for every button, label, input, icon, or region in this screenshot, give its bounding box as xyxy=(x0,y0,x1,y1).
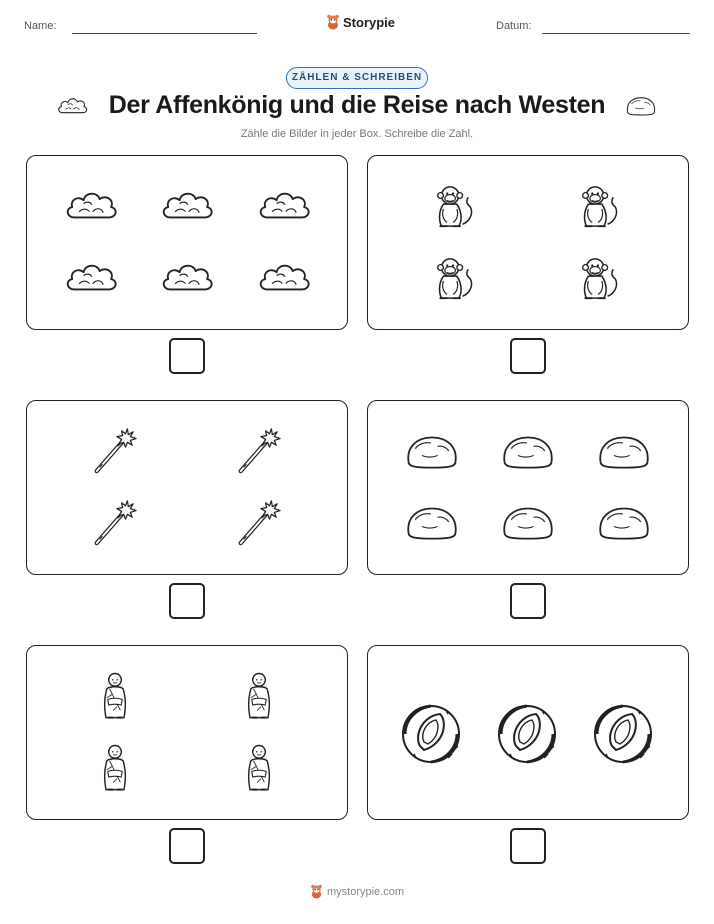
answer-box-peaches[interactable] xyxy=(510,828,546,864)
activity-badge: ZÄHLEN & SCHREIBEN xyxy=(286,67,428,89)
monkey-icon xyxy=(575,182,621,232)
red-panda-mascot-icon xyxy=(310,884,323,899)
answer-box-monks[interactable] xyxy=(169,828,205,864)
red-panda-mascot-icon xyxy=(326,14,340,30)
date-field[interactable] xyxy=(542,33,690,34)
rock-icon xyxy=(404,433,460,471)
brand-name: Storypie xyxy=(343,14,396,30)
counting-box-monkeys xyxy=(367,155,689,330)
brand-logo xyxy=(326,14,395,30)
counting-box-staffs xyxy=(26,400,348,575)
rock-icon xyxy=(500,433,556,471)
footer xyxy=(0,884,714,899)
answer-box-clouds[interactable] xyxy=(169,338,205,374)
magic-staff-icon xyxy=(235,497,281,547)
monkey-icon xyxy=(575,254,621,304)
cloud-icon xyxy=(159,259,214,297)
page-title: Der Affenkönig und die Reise nach Westen xyxy=(108,91,606,119)
cloud-icon xyxy=(159,187,214,225)
instructions: Zähle die Bilder in jeder Box. Schreibe die Zahl. xyxy=(240,128,474,140)
monk-icon xyxy=(97,668,133,724)
magic-staff-icon xyxy=(91,425,137,475)
footer-link[interactable]: mystorypie.com xyxy=(326,885,405,898)
counting-box-peaches xyxy=(367,645,689,820)
monkey-icon xyxy=(430,182,476,232)
magic-staff-icon xyxy=(91,497,137,547)
magic-staff-icon xyxy=(235,425,281,475)
counting-box-clouds xyxy=(26,155,348,330)
answer-box-rocks[interactable] xyxy=(510,583,546,619)
cloud-icon xyxy=(256,259,311,297)
name-label: Name: xyxy=(24,20,57,32)
cloud-icon xyxy=(256,187,311,225)
answer-box-monkeys[interactable] xyxy=(510,338,546,374)
rock-icon xyxy=(596,433,652,471)
counting-box-rocks xyxy=(367,400,689,575)
cloud-icon xyxy=(63,187,118,225)
rock-icon xyxy=(500,504,556,542)
peach-icon xyxy=(494,700,560,766)
counting-box-monks xyxy=(26,645,348,820)
name-field[interactable] xyxy=(72,33,257,34)
peach-icon xyxy=(590,700,656,766)
monk-icon xyxy=(241,740,277,796)
date-label: Datum: xyxy=(496,20,532,32)
peach-icon xyxy=(398,700,464,766)
cloud-icon xyxy=(63,259,118,297)
monk-icon xyxy=(97,740,133,796)
monk-icon xyxy=(241,668,277,724)
rock-icon xyxy=(596,504,652,542)
rock-icon xyxy=(404,504,460,542)
monkey-icon xyxy=(430,254,476,304)
rock-icon xyxy=(625,95,657,117)
answer-box-staffs[interactable] xyxy=(169,583,205,619)
